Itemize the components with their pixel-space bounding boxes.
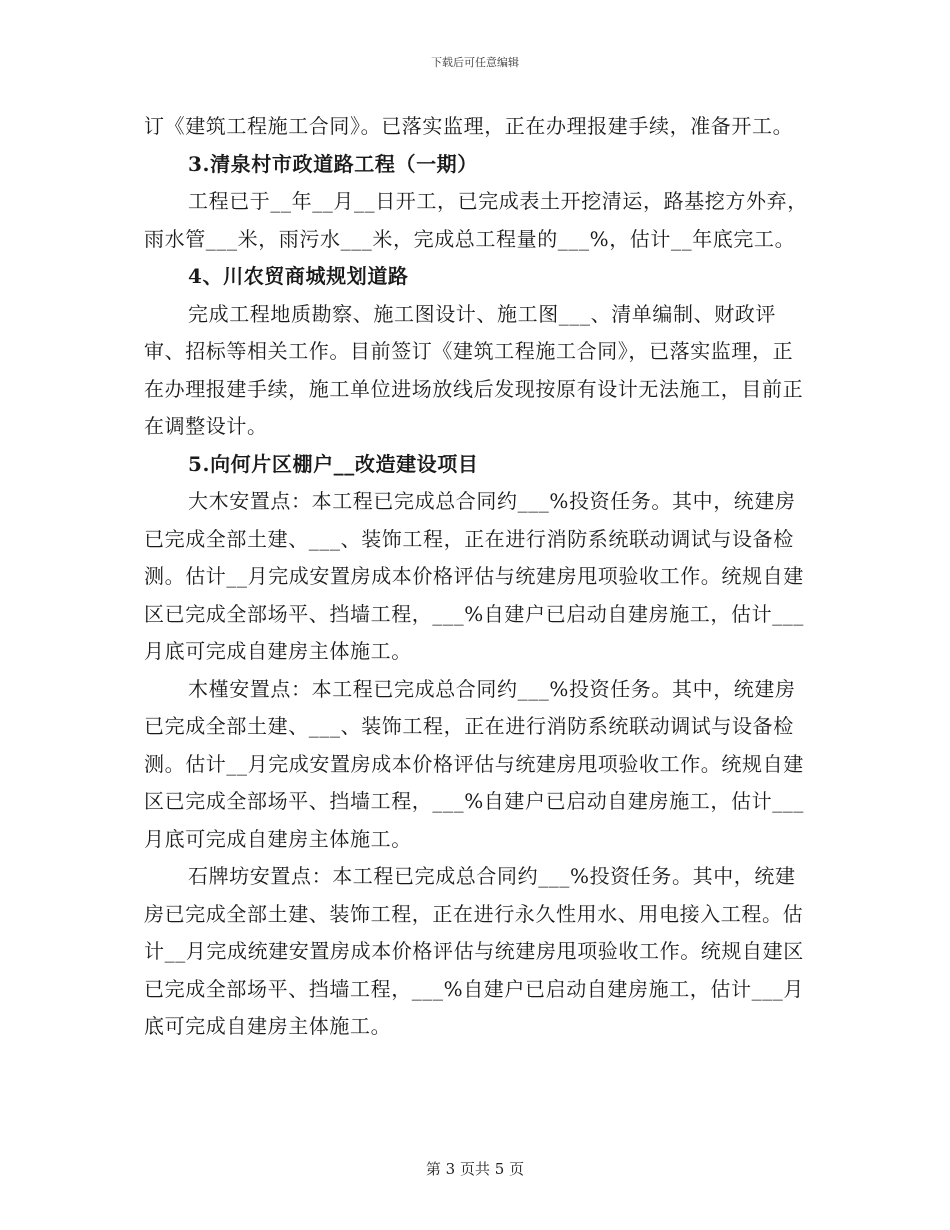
page-number-footer: 第 3 页共 5 页 (425, 1160, 525, 1178)
section-heading-5: 5.向何片区棚户__改造建设项目 (188, 451, 479, 476)
document-body (144, 108, 810, 1046)
section-heading-3: 3.清泉村市政道路工程（一期） (188, 151, 478, 176)
page-header: 下载后可任意编辑 (431, 56, 519, 69)
paragraph-mujin-site: 木槿安置点：本工程已完成总合同约___%投资任务。其中，统建房已完成全部土建、___、装饰工程，正在进行消防系统联动调试与设备检测。估计__月完成安置房成本价格评估与统建房甩项验收工作。统规自建区已完成全部场平、挡墙工程，___%自建户已启动自建房施工，估计___月底可完成自建房主体施工。 (144, 676, 805, 851)
paragraph-market-road: 完成工程地质勘察、施工图设计、施工图___、清单编制、财政评审、招标等相关工作。目前签订《建筑工程施工合同》，已落实监理，正在办理报建手续，施工单位进场放线后发现按原有设计无法施工，目前正在调整设计。 (144, 301, 804, 438)
paragraph-damu-site: 大木安置点：本工程已完成总合同约___%投资任务。其中，统建房已完成全部土建、___、装饰工程，正在进行消防系统联动调试与设备检测。估计__月完成安置房成本价格评估与统建房甩项验收工作。统规自建区已完成全部场平、挡墙工程，___%自建户已启动自建房施工，估计___月底可完成自建房主体施工。 (144, 489, 805, 663)
section-heading-4: 4、川农贸商城规划道路 (188, 264, 409, 288)
paragraph-shipaifang-site: 石牌坊安置点：本工程已完成总合同约___%投资任务。其中，统建房已完成全部土建、装饰工程，正在进行永久性用水、用电接入工程。估计__月完成统建安置房成本价格评估与统建房甩项验收工作。统规自建区已完成全部场平、挡墙工程，___%自建户已启动自建房施工，估计___月底可完成自建房主体施工。 (144, 864, 805, 1038)
paragraph-qingquan-road: 工程已于__年__月__日开工，已完成表土开挖清运，路基挖方外弃，雨水管___米，雨污水___米，完成总工程量的___%，估计__年底完工。 (144, 189, 808, 251)
paragraph-continued: 订《建筑工程施工合同》。已落实监理，正在办理报建手续，准备开工。 (144, 114, 794, 138)
